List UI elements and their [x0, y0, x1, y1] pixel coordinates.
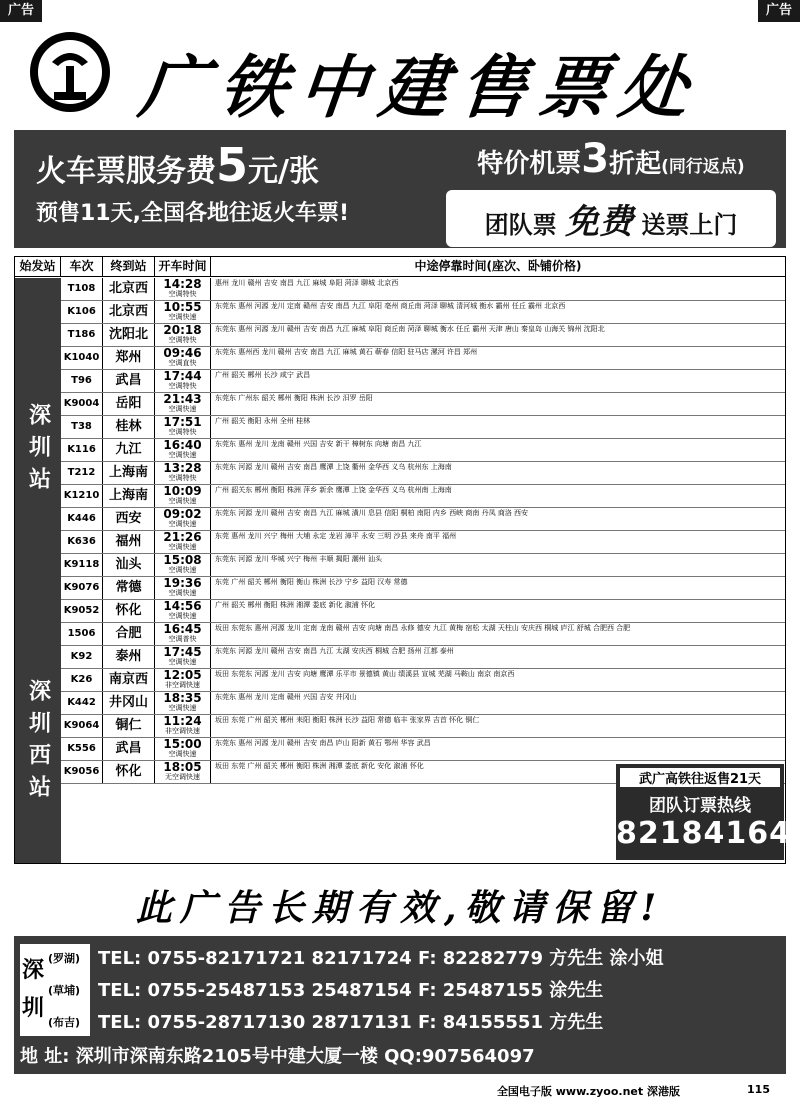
district-caopu: (草埔) [48, 984, 81, 997]
destination: 泰州 [103, 646, 155, 668]
departure [155, 761, 211, 783]
stops: 东莞东 惠州西 龙川 赣州 吉安 南昌 九江 麻城 黄石 蕲春 信阳 驻马店 漯河 许昌 郑州 [215, 348, 478, 356]
departure-time: 19:36 [163, 576, 202, 590]
departure [155, 393, 211, 415]
ad-label-left: 广告 [0, 0, 42, 22]
train-kind: 空调特快 [168, 290, 197, 298]
train-number: K26 [61, 669, 103, 691]
train-number: T96 [61, 370, 103, 392]
stops: 东莞东 河源 龙川 赣州 吉安 南昌 鹰潭 上饶 衢州 金华西 义乌 杭州东 上海南 [215, 463, 452, 471]
promo-hotline-label: 团队订票热线 [649, 796, 751, 816]
district-buji: (布吉) [48, 1016, 81, 1029]
destination: 合肥 [103, 623, 155, 645]
destination: 福州 [103, 531, 155, 553]
train-kind: 空调特快 [168, 382, 197, 390]
train-kind: 空调快速 [168, 658, 197, 666]
table-row [61, 347, 785, 370]
departure [155, 301, 211, 323]
train-kind: 空调特快 [168, 474, 197, 482]
destination: 岳阳 [103, 393, 155, 415]
table-row [61, 623, 785, 646]
footer-site-text: 全国电子版 www.zyoo.net [496, 1085, 644, 1098]
stops: 广州 韶关 衡阳 永州 全州 桂林 [215, 417, 311, 425]
stops: 东莞东 河源 龙川 赣州 吉安 南昌 九江 太湖 安庆西 桐城 合肥 扬州 江都 泰州 [215, 647, 454, 655]
train-kind: 空调快速 [168, 750, 197, 758]
train-kind: 空调特快 [168, 336, 197, 344]
stops: 东莞东 惠州 河源 龙川 赣州 吉安 南昌 庐山 阳新 黄石 鄂州 华容 武昌 [215, 739, 431, 747]
stops: 惠州 龙川 赣州 吉安 南昌 九江 麻城 阜阳 菏泽 聊城 北京西 [215, 279, 399, 287]
train-kind: 空调快速 [168, 497, 197, 505]
destination: 怀化 [103, 600, 155, 622]
departure-time: 18:35 [163, 691, 202, 705]
departure [155, 646, 211, 668]
stops: 东莞 惠州 龙川 兴宁 梅州 大埔 永定 龙岩 漳平 永安 三明 沙县 来舟 南平 福州 [215, 532, 457, 540]
destination: 上海南 [103, 485, 155, 507]
departure [155, 416, 211, 438]
stops: 坂田 东莞 广州 韶关 郴州 衡阳 株洲 湘潭 娄底 新化 安化 溆浦 怀化 [215, 762, 424, 770]
address-line: 地 址: 深圳市深南东路2105号中建大厦一楼 QQ:907564097 [20, 1046, 535, 1067]
departure [155, 439, 211, 461]
table-row [61, 715, 785, 738]
service-banner [14, 130, 786, 248]
destination: 北京西 [103, 301, 155, 323]
stops: 东莞东 河源 龙川 华城 兴宁 梅州 丰顺 揭阳 潮州 汕头 [215, 555, 383, 563]
train-number: K9064 [61, 715, 103, 737]
departure-time: 09:46 [163, 346, 202, 360]
train-kind: 空调快速 [168, 313, 197, 321]
departure-time: 16:40 [163, 438, 202, 452]
destination: 九江 [103, 439, 155, 461]
footer-site [497, 1083, 680, 1099]
destination: 汕头 [103, 554, 155, 576]
departure-time: 15:00 [163, 737, 202, 751]
destination: 桂林 [103, 416, 155, 438]
destination: 井冈山 [103, 692, 155, 714]
departure [155, 715, 211, 737]
table-row [61, 416, 785, 439]
flight-prefix: 特价机票 [477, 149, 582, 179]
departure-time: 14:28 [163, 277, 202, 291]
district-luohu: (罗湖) [48, 952, 81, 965]
departure-time: 17:44 [163, 369, 202, 383]
stops: 广州 韶关 郴州 衡阳 株洲 湘潭 娄底 新化 溆浦 怀化 [215, 601, 376, 609]
page-number: 115 [747, 1083, 770, 1096]
col-dest: 终到站 [103, 257, 155, 276]
promo-presale: 武广高铁往返售21天 [620, 768, 780, 787]
ad-label-right: 广告 [758, 0, 800, 22]
group-prefix: 团队票 [484, 211, 557, 239]
promo-phone: 82184164 [616, 816, 791, 851]
service-fee [36, 138, 319, 192]
destination: 怀化 [103, 761, 155, 783]
rows-shenzhen [61, 278, 785, 623]
col-station: 始发站 [15, 257, 61, 276]
col-via: 中途停靠时间(座次、卧铺价格) [414, 259, 582, 273]
flight-three: 3 [581, 136, 610, 182]
departure [155, 623, 211, 645]
departure [155, 508, 211, 530]
table-row [61, 278, 785, 301]
destination: 郑州 [103, 347, 155, 369]
train-kind: 空调快速 [168, 543, 197, 551]
departure [155, 554, 211, 576]
departure [155, 370, 211, 392]
slogan: 此广告长期有效,敬请保留! [135, 887, 665, 929]
stops: 广州 韶关 郴州 长沙 咸宁 武昌 [215, 371, 311, 379]
destination: 沈阳北 [103, 324, 155, 346]
col-train: 车次 [61, 257, 103, 276]
table-row [61, 531, 785, 554]
service-fee-suffix: 元/张 [248, 154, 319, 189]
departure [155, 669, 211, 691]
table-row [61, 577, 785, 600]
service-fee-prefix: 火车票服务费 [36, 154, 216, 189]
table-row [61, 324, 785, 347]
departure-time: 17:45 [163, 645, 202, 659]
table-row [61, 370, 785, 393]
destination: 西安 [103, 508, 155, 530]
train-number: K9076 [61, 577, 103, 599]
railway-logo-icon [30, 32, 110, 116]
stops: 东莞东 惠州 河源 龙川 定南 赣州 吉安 南昌 九江 阜阳 亳州 商丘南 菏泽 聊城 清河城 衡水 霸州 任丘 霸州 北京西 [215, 302, 566, 310]
departure-time: 13:28 [163, 461, 202, 475]
departure [155, 347, 211, 369]
tel-line-2: TEL: 0755-25487153 25487154 F: 25487155 涂先生 [98, 980, 604, 1001]
train-number: T186 [61, 324, 103, 346]
flight-promo [446, 136, 776, 242]
table-row [61, 462, 785, 485]
stops: 广州 韶关东 郴州 衡阳 株洲 萍乡 新余 鹰潭 上饶 金华西 义乌 杭州南 上海南 [215, 486, 452, 494]
group-suffix: 送票上门 [641, 211, 738, 239]
departure-time: 20:18 [163, 323, 202, 337]
train-number: K1210 [61, 485, 103, 507]
table-row [61, 508, 785, 531]
departure [155, 485, 211, 507]
departure-time: 17:51 [163, 415, 202, 429]
section-shenzhen: 深圳站 [15, 278, 61, 623]
departure-time: 15:08 [163, 553, 202, 567]
city-name: 深圳 [22, 958, 45, 1021]
departure-time: 21:26 [163, 530, 202, 544]
train-number: K9056 [61, 761, 103, 783]
stops: 坂田 东莞东 惠州 河源 龙川 定南 龙南 赣州 吉安 向塘 南昌 永修 德安 九江 黄梅 宿松 太湖 天柱山 安庆西 桐城 庐江 舒城 合肥西 合肥 [215, 624, 631, 632]
train-number: 1506 [61, 623, 103, 645]
stops: 东莞东 惠州 河源 龙川 赣州 吉安 南昌 九江 麻城 阜阳 商丘南 菏泽 聊城 衡水 任丘 霸州 天津 唐山 秦皇岛 山海关 锦州 沈阳北 [215, 325, 605, 333]
train-kind: 空调普快 [168, 635, 197, 643]
departure [155, 738, 211, 760]
train-number: K92 [61, 646, 103, 668]
train-kind: 无空调快速 [165, 773, 200, 781]
destination: 上海南 [103, 462, 155, 484]
train-number: K636 [61, 531, 103, 553]
contact-panel [14, 936, 786, 1074]
stops: 东莞东 惠州 龙川 定南 赣州 兴国 吉安 井冈山 [215, 693, 357, 701]
train-number: K9004 [61, 393, 103, 415]
flight-discount [446, 136, 776, 182]
train-number: T108 [61, 278, 103, 300]
train-number: K106 [61, 301, 103, 323]
departure [155, 600, 211, 622]
table-row [61, 554, 785, 577]
footer-edition: 深港版 [647, 1085, 680, 1098]
departure-time: 16:45 [163, 622, 202, 636]
table-row [61, 301, 785, 324]
destination: 北京西 [103, 278, 155, 300]
flight-note: (同行返点) [661, 157, 745, 177]
flight-suffix: 折起 [609, 149, 662, 179]
service-fee-price: 5 [216, 138, 249, 192]
stops: 东莞东 惠州 龙川 龙南 赣州 兴国 吉安 新干 樟树东 向塘 南昌 九江 [215, 440, 422, 448]
departure [155, 692, 211, 714]
footer [0, 1080, 800, 1100]
destination: 武昌 [103, 738, 155, 760]
destination: 武昌 [103, 370, 155, 392]
train-kind: 空调特快 [168, 428, 197, 436]
departure-time: 18:05 [163, 760, 202, 774]
table-row [61, 393, 785, 416]
header [0, 24, 800, 128]
train-kind: 空调快速 [168, 612, 197, 620]
departure-time: 21:43 [163, 392, 202, 406]
train-kind: 空调快速 [168, 566, 197, 574]
section-shenzhen-west: 深圳西站 [15, 623, 61, 863]
train-number: K442 [61, 692, 103, 714]
page-title: 广铁中建售票处 [135, 48, 704, 128]
train-number: K116 [61, 439, 103, 461]
departure [155, 324, 211, 346]
train-kind: 空调直快 [168, 359, 197, 367]
rows-shenzhen-west [61, 623, 785, 784]
departure-time: 12:05 [163, 668, 202, 682]
departure [155, 278, 211, 300]
train-kind: 空调快速 [168, 589, 197, 597]
city-box [20, 944, 90, 1036]
train-kind: 非空调快速 [165, 681, 200, 689]
departure-time: 11:24 [163, 714, 202, 728]
train-number: K1040 [61, 347, 103, 369]
train-number: K9118 [61, 554, 103, 576]
departure [155, 577, 211, 599]
train-number: K556 [61, 738, 103, 760]
destination: 铜仁 [103, 715, 155, 737]
train-kind: 空调快速 [168, 704, 197, 712]
stops: 坂田 东莞 广州 韶关 郴州 耒阳 衡阳 株洲 长沙 益阳 常德 临丰 张家界 吉首 怀化 铜仁 [215, 716, 480, 724]
train-kind: 空调快速 [168, 520, 197, 528]
table-row [61, 600, 785, 623]
tel-line-3: TEL: 0755-28717130 28717131 F: 84155551 方先生 [98, 1012, 604, 1033]
destination: 南京西 [103, 669, 155, 691]
presale-text: 预售11天,全国各地往返火车票! [36, 201, 350, 226]
group-booking-promo [616, 764, 791, 860]
train-kind: 非空调快速 [165, 727, 200, 735]
table-row [61, 669, 785, 692]
departure-time: 10:09 [163, 484, 202, 498]
train-kind: 空调快速 [168, 451, 197, 459]
table-row [61, 692, 785, 715]
table-header [15, 257, 785, 277]
table-row [61, 646, 785, 669]
table-row [61, 439, 785, 462]
group-ticket [446, 190, 776, 247]
stops: 东莞 广州 韶关 郴州 衡阳 衡山 株洲 长沙 宁乡 益阳 汉寿 常德 [215, 578, 408, 586]
stops: 东莞东 河源 龙川 赣州 吉安 南昌 九江 麻城 潢川 息县 信阳 桐柏 南阳 内乡 西峡 商南 丹凤 商洛 西安 [215, 509, 529, 517]
destination: 常德 [103, 577, 155, 599]
col-time: 开车时间 [155, 257, 211, 276]
departure-time: 10:55 [163, 300, 202, 314]
table-row [61, 485, 785, 508]
departure-time: 09:02 [163, 507, 202, 521]
train-number: K9052 [61, 600, 103, 622]
table-row [61, 738, 785, 761]
tel-line-1: TEL: 0755-82171721 82171724 F: 82282779 方先生 涂小姐 [98, 948, 664, 969]
group-free: 免费 [565, 202, 633, 242]
train-kind: 空调快速 [168, 405, 197, 413]
departure-time: 14:56 [163, 599, 202, 613]
departure [155, 462, 211, 484]
train-number: K446 [61, 508, 103, 530]
departure [155, 531, 211, 553]
stops: 坂田 东莞东 河源 龙川 吉安 向塘 鹰潭 乐平市 景德镇 黄山 绩溪县 宣城 芜湖 马鞍山 南京 南京西 [215, 670, 515, 678]
stops: 东莞东 广州东 韶关 郴州 衡阳 株洲 长沙 汨罗 岳阳 [215, 394, 373, 402]
train-number: T38 [61, 416, 103, 438]
train-number: T212 [61, 462, 103, 484]
